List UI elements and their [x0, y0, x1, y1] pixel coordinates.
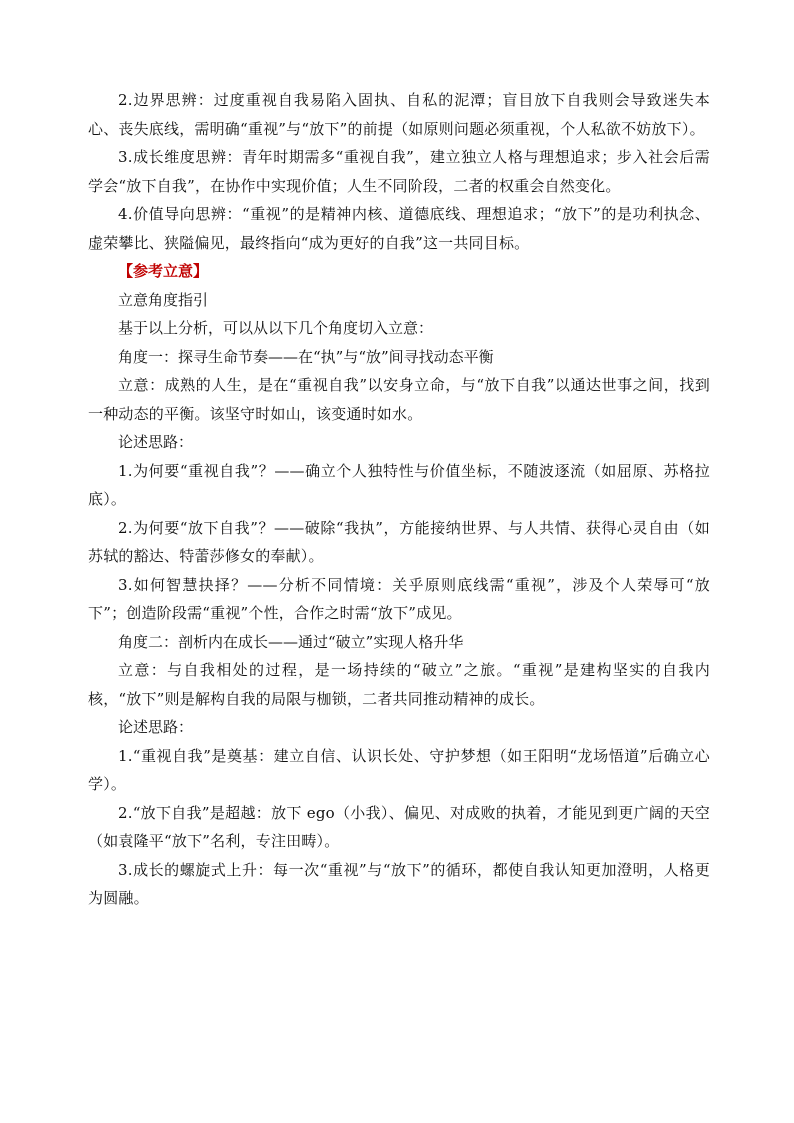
angle-two-approach-label: 论述思路： [118, 718, 194, 736]
angle-one-title: 角度一：探寻生命节奏——在“执”与“放”间寻找动态平衡 [118, 347, 494, 366]
angle-one-thesis: 立意：成熟的人生，是在“重视自我”以安身立命，与“放下自我”以通达世事之间，找到一种动态的平衡。该坚守时如山，该变通时如水。 [88, 376, 710, 423]
guide-title: 立意角度指引 [118, 290, 209, 309]
angle-one-approach-label: 论述思路： [118, 433, 194, 451]
angle-one-point-1: 1.为何要“重视自我”？——确立个人独特性与价值坐标，不随波逐流（如屈原、苏格拉底）。 [88, 461, 710, 508]
paragraph-value-orientation: 4.价值导向思辨：“重视”的是精神内核、道德底线、理想追求；“放下”的是功利执念、虚荣攀比、狭隘偏见，最终指向“成为更好的自我”这一共同目标。 [88, 205, 710, 252]
angle-two-point-3: 3.成长的螺旋式上升：每一次“重视”与“放下”的循环，都使自我认知更加澄明，人格更为圆融。 [88, 860, 710, 907]
angle-two-point-2: 2.“放下自我”是超越：放下 ego（小我）、偏见、对成败的执着，才能见到更广阔的天空（如袁隆平“放下”名利，专注田畴）。 [88, 803, 710, 850]
document-page [88, 86, 710, 913]
angle-two-point-1: 1.“重视自我”是奠基：建立自信、认识长处、守护梦想（如王阳明“龙场悟道”后确立心学）。 [88, 746, 710, 793]
angle-two-thesis: 立意：与自我相处的过程，是一场持续的“破立”之旅。“重视”是建构坚实的自我内核，“放下”则是解构自我的局限与枷锁，二者共同推动精神的成长。 [88, 661, 710, 708]
guide-intro: 基于以上分析，可以从以下几个角度切入立意： [118, 319, 434, 337]
paragraph-boundary: 2.边界思辨：过度重视自我易陷入固执、自私的泥潭；盲目放下自我则会导致迷失本心、丧失底线，需明确“重视”与“放下”的前提（如原则问题必须重视，个人私欲不妨放下）。 [88, 91, 710, 138]
section-heading: 【参考立意】 [118, 262, 209, 280]
paragraph-growth-dimension: 3.成长维度思辨：青年时期需多“重视自我”，建立独立人格与理想追求；步入社会后需学会“放下自我”，在协作中实现价值；人生不同阶段，二者的权重会自然变化。 [88, 148, 710, 195]
angle-two-title: 角度二：剖析内在成长——通过“破立”实现人格升华 [118, 632, 464, 651]
angle-one-point-3: 3.如何智慧抉择？——分析不同情境：关乎原则底线需“重视”，涉及个人荣辱可“放下”；创造阶段需“重视”个性，合作之时需“放下”成见。 [88, 575, 710, 622]
angle-one-point-2: 2.为何要“放下自我”？——破除“我执”，方能接纳世界、与人共情、获得心灵自由（如苏轼的豁达、特蕾莎修女的奉献）。 [88, 518, 710, 565]
